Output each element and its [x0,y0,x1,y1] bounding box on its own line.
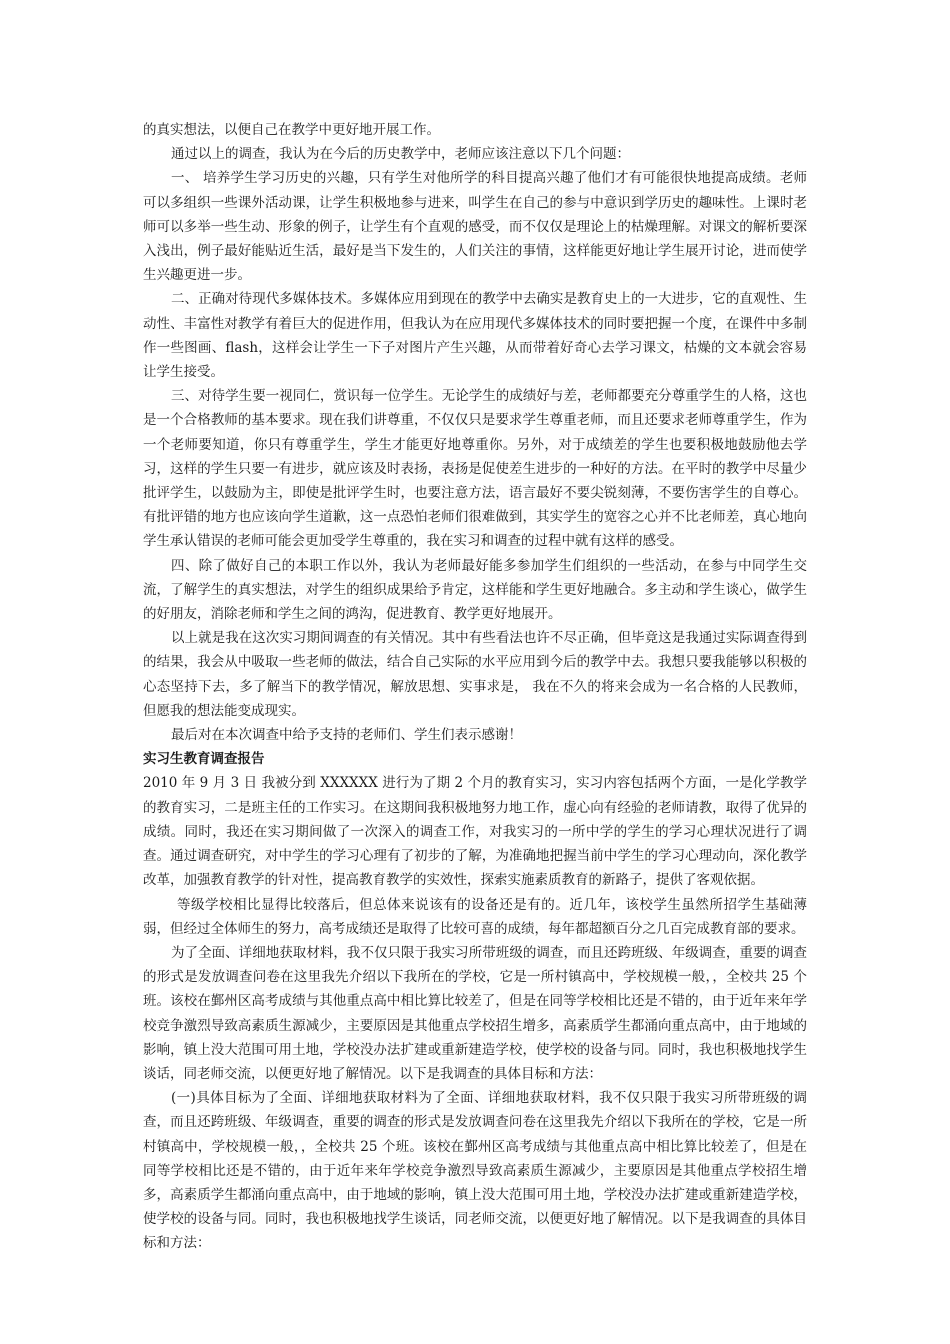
paragraph-point-one: 一、 培养学生学习历史的兴趣，只有学生对他所学的科目提高兴趣了他们才有可能很快地提高成绩。老师可以多组织一些课外活动课，让学生积极地参与进来，叫学生在自己的参与中意识到学历史的趣味性。上课时老师可以多举一些生动、形象的例子，让学生有个直观的感受，而不仅仅是理论上的枯燥理解。对课文的解析要深入浅出，例子最好能贴近生活，最好是当下发生的，人们关注的事情，这样能更好地让学生展开讨论，进而使学生兴趣更进一步。 [143,170,807,284]
report-paragraph-method: 为了全面、详细地获取材料，我不仅只限于我实习所带班级的调查，而且还跨班级、年级调查，重要的调查的形式是发放调查问卷在这里我先介绍以下我所在的学校，它是一所村镇高中，学校规模一般，，全校共 25 个班。该校在鄞州区高考成绩与其他重点高中相比算比较差了，但是在同等学校相比还是不错的，由于近年来年学校竞争激烈导致高素质生源减少，主要原因是其他重点学校招生增多，高素质学生都涌向重点高中，由于地域的影响，镇上没大范围可用土地，学校没办法扩建或重新建造学校，使学校的设备与同。同时，我也积极地找学生谈话，同老师交流，以便更好地了解情况。以下是我调查的具体目标和方法： [143,944,807,1082]
report-paragraph-school: 等级学校相比显得比较落后，但总体来说该有的设备还是有的。近几年，该校学生虽然所招学生基础薄弱，但经过全体师生的努力，高考成绩还是取得了比较可喜的成绩，每年都超额百分之几百完成教育部的要求。 [143,896,807,937]
paragraph-continuation: 的真实想法，以便自己在教学中更好地开展工作。 [143,122,440,138]
paragraph-summary: 以上就是我在这次实习期间调查的有关情况。其中有些看法也许不尽正确，但毕竟这是我通过实际调查得到的结果，我会从中吸取一些老师的做法，结合自己实际的水平应用到今后的教学中去。我想只要我能够以积极的心态坚持下去，多了解当下的教学情况，解放思想、实事求是， 我在不久的将来会成为一名合格的人民教师，但愿我的想法能变成现实。 [143,630,807,719]
report-title: 实习生教育调查报告 [143,751,265,768]
paragraph-point-four: 四、除了做好自己的本职工作以外，我认为老师最好能多参加学生们组织的一些活动，在参与中同学生交流，了解学生的真实想法，对学生的组织成果给予肯定，这样能和学生更好地融合。多主动和学生谈心，做学生的好朋友，消除老师和学生之间的鸿沟，促进教育、教学更好地展开。 [143,557,807,623]
paragraph-point-three: 三、对待学生要一视同仁，赏识每一位学生。无论学生的成绩好与差，老师都要充分尊重学生的人格，这也是一个合格教师的基本要求。现在我们讲尊重，不仅仅只是要求学生尊重老师，而且还要求老师尊重学生，作为一个老师要知道，你只有尊重学生，学生才能更好地尊重你。另外，对于成绩差的学生也要积极地鼓励他去学习，这样的学生只要一有进步，就应该及时表扬，表扬是促使差生进步的一种好的方法。在平时的教学中尽量少批评学生，以鼓励为主，即使是批评学生时，也要注意方法，语言最好不要尖锐刻薄，不要伤害学生的自尊心。有批评错的地方也应该向学生道歉，这一点恐怕老师们很难做到，其实学生的宽容之心并不比老师差，真心地向学生承认错误的老师可能会更加受学生尊重的，我在实习和调查的过程中就有这样的感受。 [143,388,807,550]
paragraph-point-two: 二、正确对待现代多媒体技术。多媒体应用到现在的教学中去确实是教育史上的一大进步，它的直观性、生动性、丰富性对教学有着巨大的促进作用，但我认为在应用现代多媒体技术的同时要把握一个度，在课件中多制作一些图画、flash，这样会让学生一下子对图片产生兴趣，从而带着好奇心去学习课文，枯燥的文本就会容易让学生接受。 [143,291,807,381]
report-paragraph-objective: (一)具体目标为了全面、详细地获取材料为了全面、详细地获取材料，我不仅只限于我实习所带班级的调查，而且还跨班级、年级调查，重要的调查的形式是发放调查问卷在这里我先介绍以下我所在的学校，它是一所村镇高中，学校规模一般，，全校共 25 个班。该校在鄞州区高考成绩与其他重点高中相比算比较差了，但是在同等学校相比还是不错的，由于近年来年学校竞争激烈导致高素质生源减少，主要原因是其他重点学校招生增多，高素质学生都涌向重点高中，由于地域的影响，镇上没大范围可用土地，学校没办法扩建或重新建造学校，使学校的设备与同。同时，我也积极地找学生谈话，同老师交流，以便更好地了解情况。以下是我调查的具体目标和方法： [143,1090,807,1252]
report-paragraph-opening: 2010 年 9 月 3 日 我被分到 XXXXXX 进行为了期 2 个月的教育实习，实习内容包括两个方面，一是化学教学的教育实习，二是班主任的工作实习。在这期间我积极地努力地工作，虚心向有经验的老师请教，取得了优异的成绩。同时，我还在实习期间做了一次深入的调查工作，对我实习的一所中学的学生的学习心理状况进行了调查。通过调查研究，对中学生的学习心理有了初步的了解，为准确地把握当前中学生的学习心理动向，深化教学改革，加强教育教学的针对性，提高教育教学的实效性，探索实施素质教育的新路子，提供了客观依据。 [143,775,807,889]
paragraph-thanks: 最后对在本次调查中给予支持的老师们、学生们表示感谢！ [171,727,522,744]
document-page [143,118,807,1256]
paragraph-intro: 通过以上的调查，我认为在今后的历史教学中，老师应该注意以下几个问题： [171,146,630,163]
